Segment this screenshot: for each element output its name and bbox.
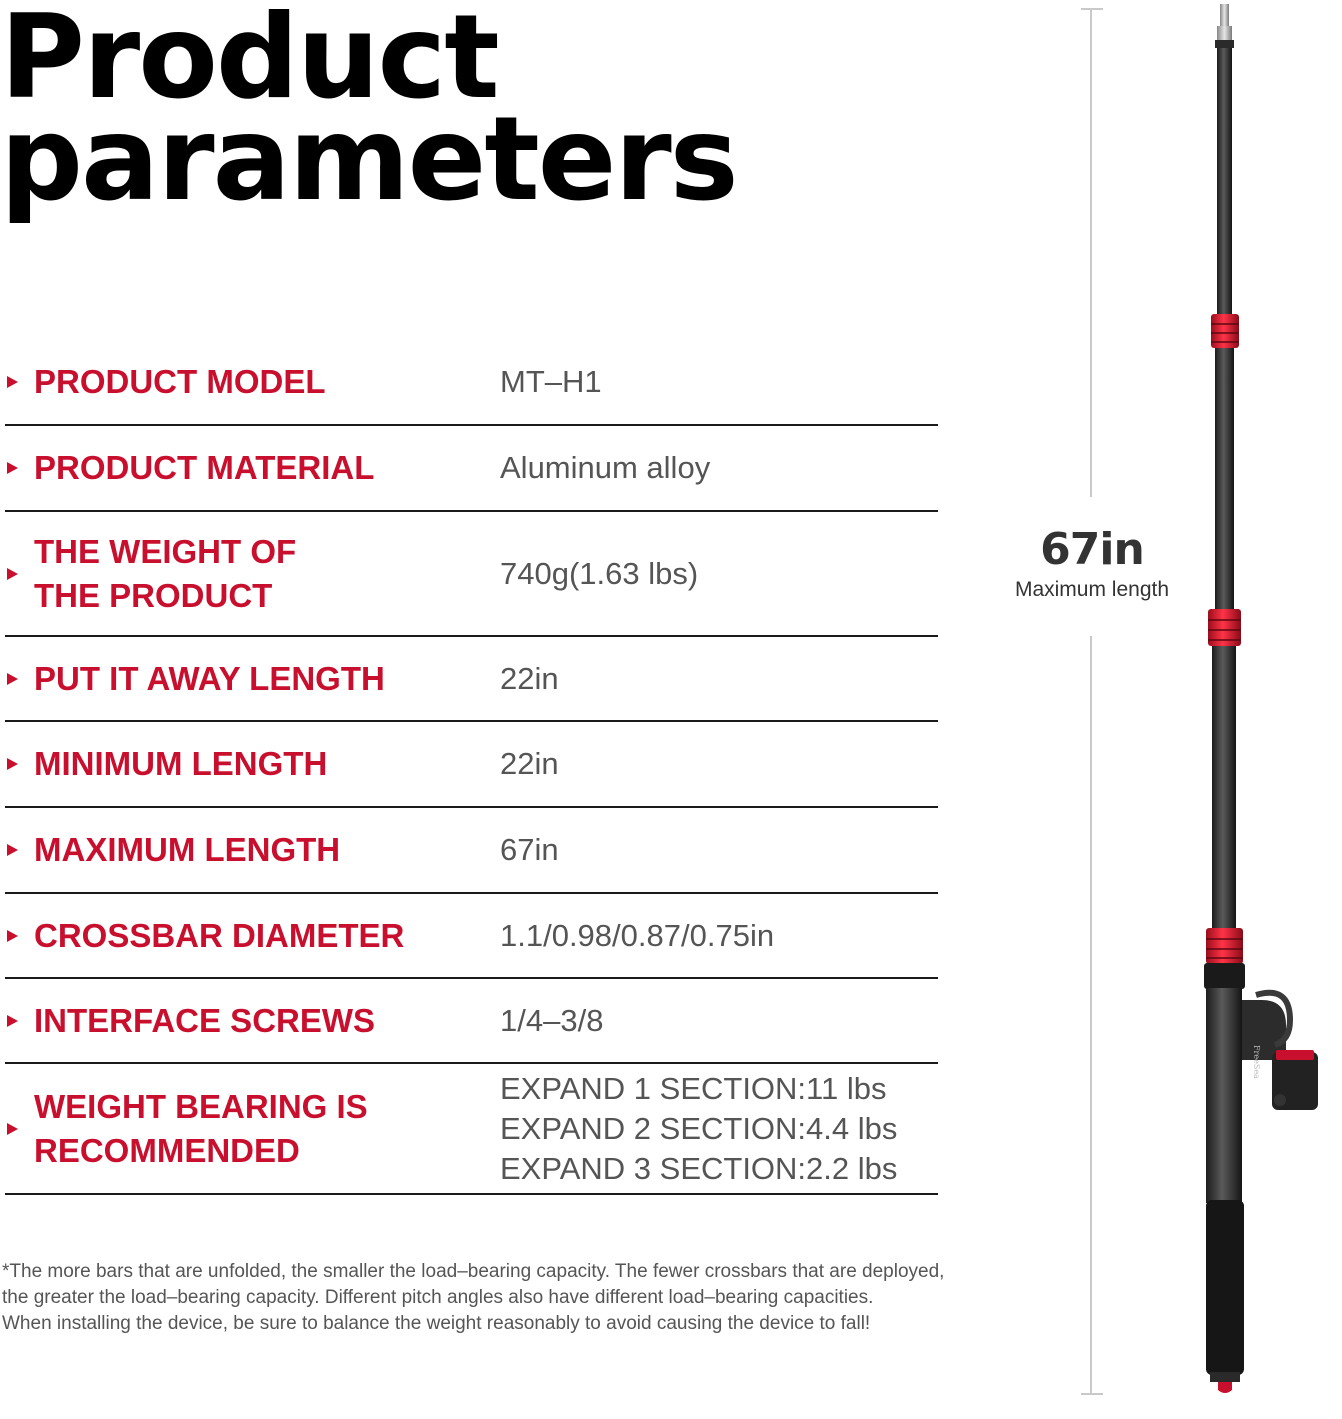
- max-length-caption: Maximum length: [1014, 578, 1170, 601]
- pole-handle: [1206, 988, 1242, 1203]
- param-label: RECOMMENDED: [34, 1131, 300, 1169]
- bullet-arrow-icon: [7, 1123, 18, 1135]
- telescopic-pole-image: [1190, 0, 1340, 1419]
- dimension-line-top: [1090, 9, 1092, 497]
- footnote-line-1: *The more bars that are unfolded, the smaller the load–bearing capacity. The fewer crossbars that are deployed,: [2, 1261, 945, 1282]
- param-value: MT–H1: [500, 364, 602, 399]
- param-row: [5, 979, 938, 1064]
- param-label: PUT IT AWAY LENGTH: [34, 659, 385, 697]
- pole-section-2: [1215, 348, 1234, 610]
- red-lock-ring-1: [1211, 314, 1239, 348]
- side-mount-icon: [1242, 993, 1318, 1110]
- param-row: [5, 637, 938, 722]
- bullet-arrow-icon: [7, 462, 18, 474]
- param-row: [5, 340, 938, 426]
- page-title-line-1: Product: [0, 0, 498, 125]
- param-label: PRODUCT MODEL: [34, 363, 326, 400]
- dimension-cap-top: [1081, 8, 1103, 10]
- param-label: THE PRODUCT: [34, 576, 273, 614]
- param-value: EXPAND 2 SECTION:4.4 lbs: [500, 1110, 898, 1146]
- param-value: Aluminum alloy: [500, 450, 711, 485]
- param-label: WEIGHT BEARING IS: [34, 1087, 368, 1125]
- param-label: PRODUCT MATERIAL: [34, 449, 375, 486]
- bullet-arrow-icon: [7, 1015, 18, 1027]
- param-value: 740g(1.63 lbs): [500, 555, 699, 591]
- footnote: [2, 1259, 1012, 1337]
- param-label: MAXIMUM LENGTH: [34, 831, 341, 868]
- param-label: MINIMUM LENGTH: [34, 745, 328, 782]
- param-value: 1/4–3/8: [500, 1002, 604, 1038]
- param-value: 67in: [500, 832, 559, 867]
- dimension-line-bottom: [1090, 636, 1092, 1394]
- param-value: 22in: [500, 746, 559, 781]
- bullet-arrow-icon: [7, 568, 18, 580]
- footnote-line-3: When installing the device, be sure to balance the weight reasonably to avoid causing the device to fall!: [2, 1313, 871, 1334]
- param-value: EXPAND 1 SECTION:11 lbs: [500, 1070, 887, 1106]
- param-row: [5, 1064, 938, 1195]
- param-row: [5, 512, 938, 637]
- bullet-arrow-icon: [7, 376, 18, 388]
- param-row: [5, 894, 938, 979]
- max-length-value: 67in: [1040, 524, 1144, 575]
- param-label: INTERFACE SCREWS: [34, 1001, 376, 1039]
- footnote-line-2: the greater the load–bearing capacity. Different pitch angles also have different load–bearing capacities.: [2, 1287, 874, 1308]
- dimension-cap-bottom: [1081, 1393, 1103, 1395]
- pole-section-3: [1212, 646, 1236, 930]
- top-screw-icon: [1215, 4, 1234, 48]
- param-value: 22in: [500, 660, 559, 696]
- param-row: [5, 426, 938, 512]
- bullet-arrow-icon: [7, 673, 18, 685]
- bullet-arrow-icon: [7, 758, 18, 770]
- brand-label: FreeSea: [1252, 1045, 1261, 1079]
- param-label: CROSSBAR DIAMETER: [34, 916, 405, 954]
- bullet-arrow-icon: [7, 844, 18, 856]
- pole-section-1: [1217, 48, 1232, 316]
- param-value: EXPAND 3 SECTION:2.2 lbs: [500, 1150, 898, 1186]
- bullet-arrow-icon: [7, 930, 18, 942]
- param-label: THE WEIGHT OF: [34, 532, 297, 570]
- bottom-ring-icon: [1218, 1382, 1232, 1393]
- param-row: [5, 722, 938, 808]
- param-value: 1.1/0.98/0.87/0.75in: [500, 917, 775, 953]
- red-lock-ring-3: [1206, 928, 1243, 964]
- red-lock-ring-2: [1208, 609, 1241, 646]
- param-row: [5, 808, 938, 894]
- foam-grip: [1206, 1200, 1244, 1375]
- page-title-line-2: parameters: [0, 92, 737, 227]
